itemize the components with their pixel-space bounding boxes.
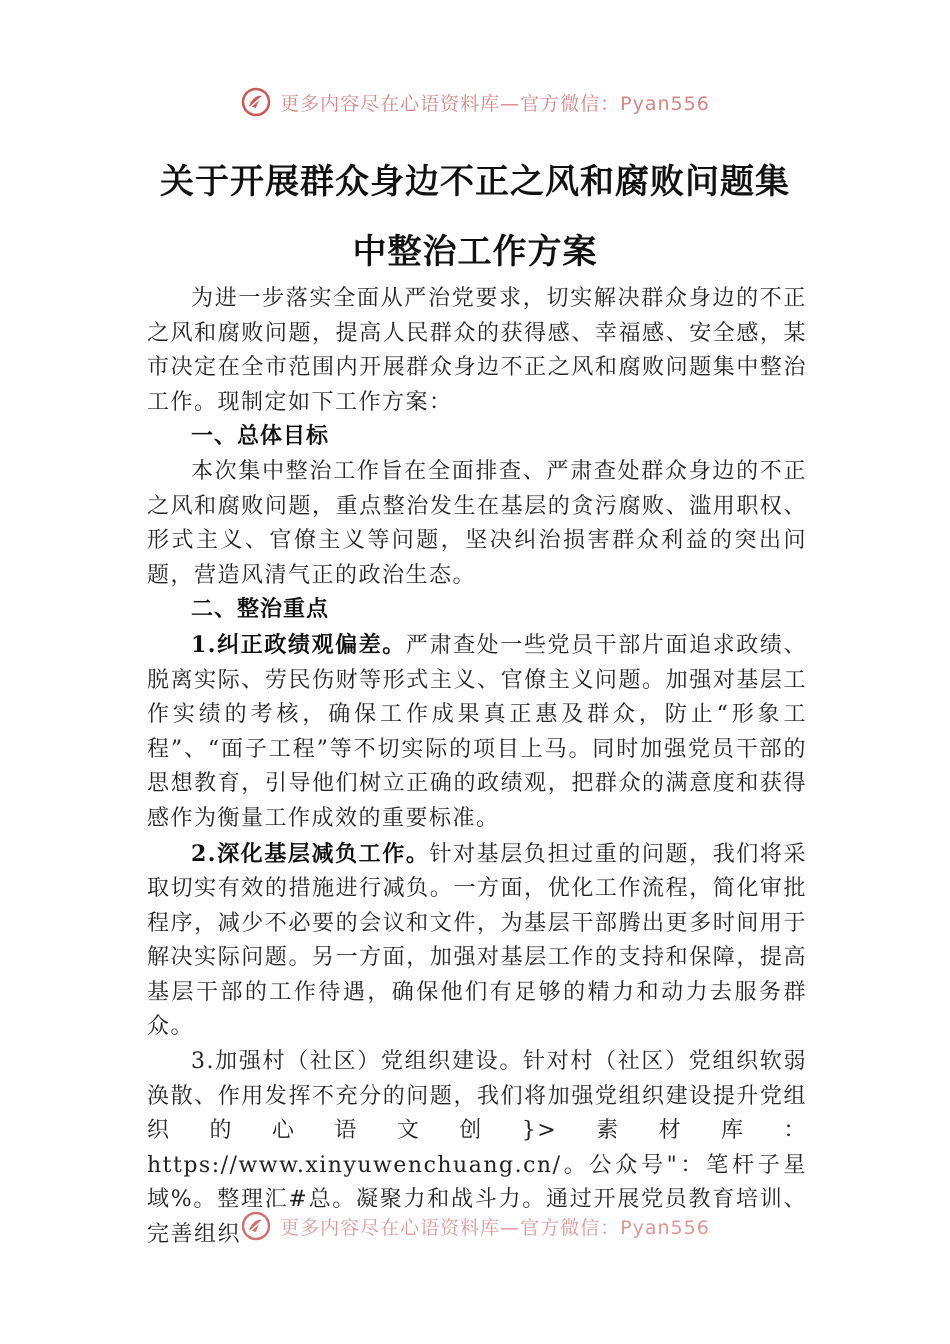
section-heading-goals: 一、总体目标: [191, 424, 330, 450]
watermark-footer: [0, 1210, 950, 1242]
focus-item-3-lead: 3.加强村（社区）党组织建设。: [191, 1049, 524, 1075]
focus-item-1-body: 严肃查处一些党员干部片面追求政绩、脱离实际、劳民伤财等形式主义、官僚主义问题。加强对基层工作实绩的考核，确保工作成果真正惠及群众，防止“形象工程”、“面子工程”等不切实际的项目上马。同时加强党员干部的思想教育，引导他们树立正确的政绩观，把群众的满意度和获得感作为衡量工作成效的重要标准。: [147, 632, 807, 831]
focus-item-2-body: 针对基层负担过重的问题，我们将采取切实有效的措施进行减负。一方面，优化工作流程，简化审批程序，减少不必要的会议和文件，为基层干部腾出更多时间用于解决实际问题。另一方面，加强对基层工作的支持和保障，提高基层干部的工作待遇，确保他们有足够的精力和动力去服务群众。: [147, 841, 807, 1040]
focus-item-1: [147, 628, 807, 837]
watermark-logo-icon: [240, 1210, 272, 1242]
watermark-header: [0, 86, 950, 118]
document-title-line1: 关于开展群众身边不正之风和腐败问题集: [160, 162, 790, 202]
intro-paragraph: 为进一步落实全面从严治党要求，切实解决群众身边的不正之风和腐败问题，提高人民群众的获得感、幸福感、安全感，某市决定在全市范围内开展群众身边不正之风和腐败问题集中整治工作。现制定如下工作方案：: [147, 286, 807, 415]
focus-item-1-lead: 1.纠正政绩观偏差。: [191, 631, 406, 658]
watermark-logo-icon: [240, 86, 272, 118]
focus-item-2: [147, 837, 807, 1046]
watermark-text: 更多内容尽在心语资料库—官方微信：Pyan556: [280, 92, 710, 115]
focus-item-2-lead: 2.深化基层减负工作。: [191, 840, 430, 867]
goals-paragraph: 本次集中整治工作旨在全面排查、严肃查处群众身边的不正之风和腐败问题，重点整治发生在基层的贪污腐败、滥用职权、形式主义、官僚主义等问题，坚决纠治损害群众利益的突出问题，营造风清气正的政治生态。: [147, 458, 807, 588]
document-title-line2: 中整治工作方案: [352, 232, 598, 272]
watermark-text: 更多内容尽在心语资料库—官方微信：Pyan556: [280, 1216, 710, 1239]
document-body: [147, 282, 807, 1253]
focus-item-3-body: 针对村（社区）党组织软弱涣散、作用发挥不充分的问题，我们将加强党组织建设提升党组织的心语文创}>素材库：https://www.xinyuwenchuang.cn/。公众号"：笔杆子星域%。整理汇#总。凝聚力和战斗力。通过开展党员教育培训、完善组织: [147, 1049, 807, 1248]
section-heading-focus: 二、整治重点: [191, 597, 330, 623]
